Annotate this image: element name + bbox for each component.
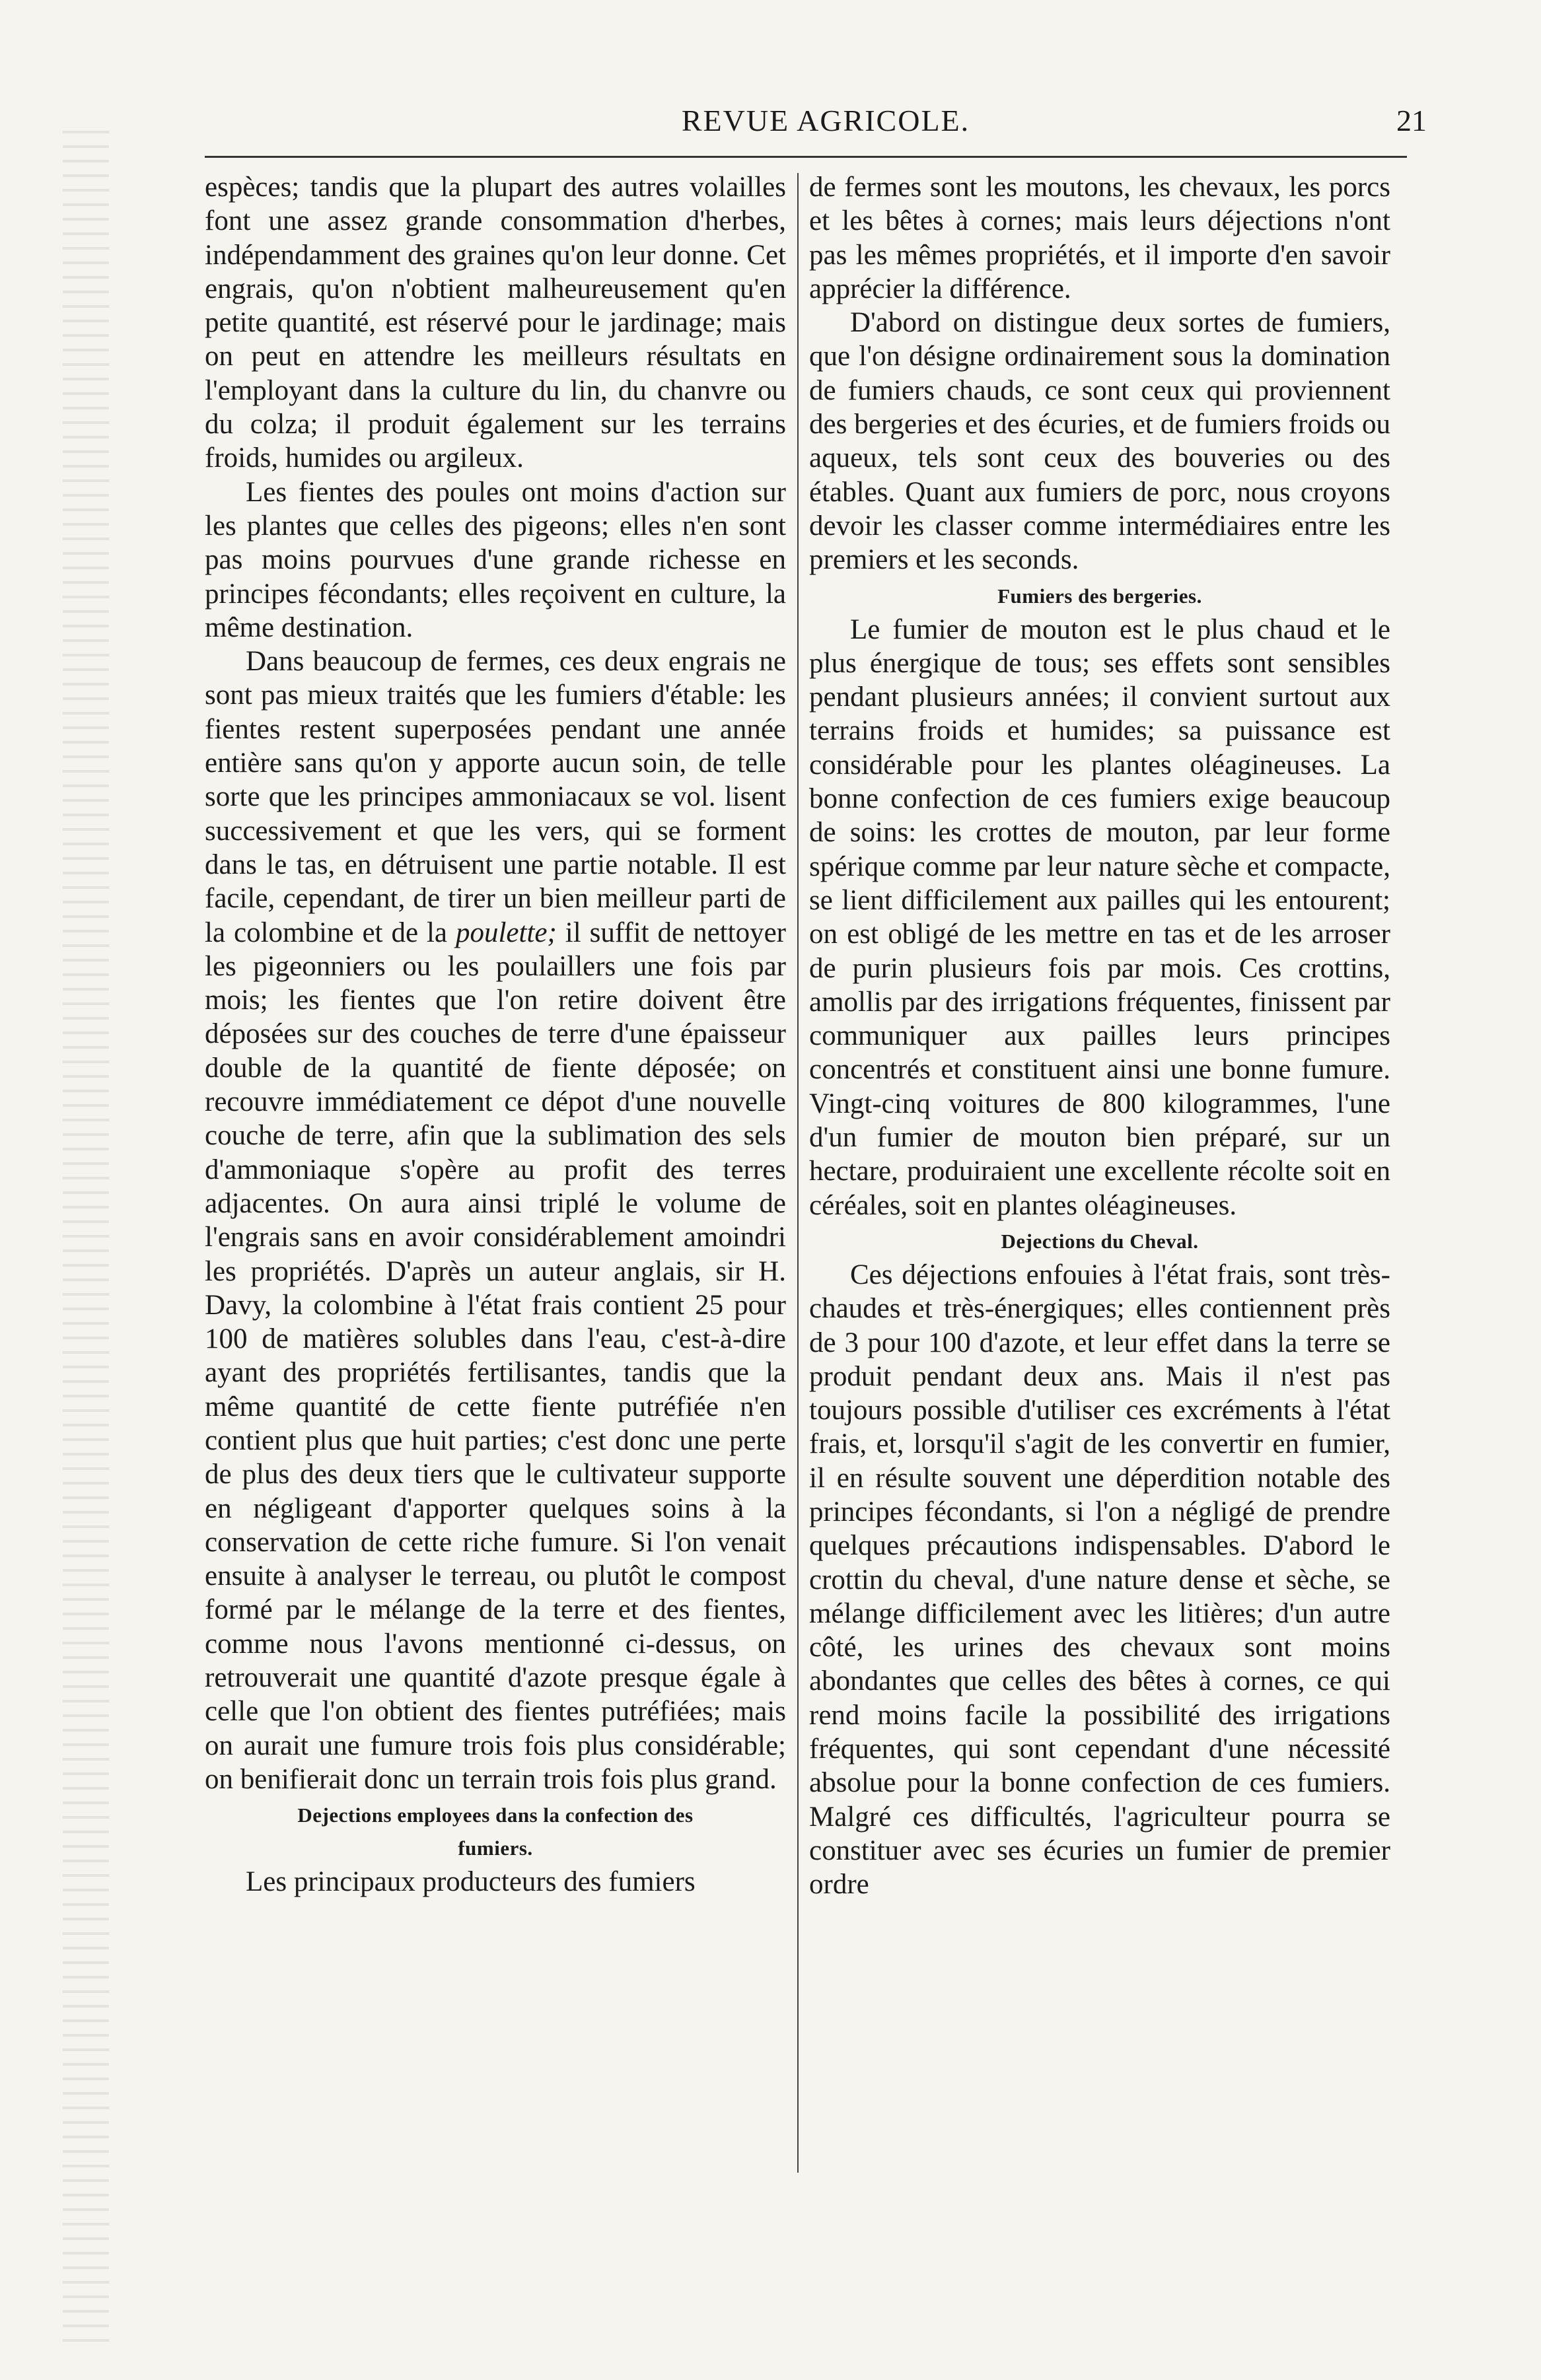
paragraph: Les fientes des poules ont moins d'action sur les plantes que celles des pigeons; elles n'en sont pas moins pourvues d'une grande richesse en principes fécondants; elles reçoivent en culture, la même destination. (205, 476, 786, 643)
left-column (205, 170, 786, 1899)
section-heading-line: fumiers. (458, 1837, 533, 1860)
column-divider (797, 173, 799, 2173)
paragraph-text: Dans beaucoup de fermes, ces deux engrais ne sont pas mieux traités que les fumiers d'étable: les fientes restent superposées pendant une année entière sans qu'on y apporte aucun soin, de telle sorte que les principes ammoniacaux se vol. lisent successivement et que les vers, qui se forment dans le tas, en détruisent une partie notable. Il est facile, cependant, de tirer un bien meilleur parti de la colombine et de la (205, 646, 786, 948)
right-column (809, 170, 1390, 1902)
page-header (205, 99, 1447, 152)
paragraph-text: il suffit de nettoyer les pigeonniers ou les poulaillers une fois par mois; les fientes que l'on retire doivent être déposées sur des couches de terre d'une épaisseur double de la quantité de fiente déposée; on recouvre immédiatement ce dépot d'une nouvelle couche de terre, afin que la sublimation des sels d'ammoniaque s'opère au profit des terres adjacentes. On aura ainsi triplé le volume de l'engrais sans en avoir considérablement amoindri les propriétés. D'après un auteur anglais, sir H. Davy, la colombine à l'état frais contient 25 pour 100 de matières solubles dans l'eau, c'est-à-dire ayant des propriétés fertilisantes, tandis que la même quantité de cette fiente putréfiée n'en contient plus que huit parties; c'est donc une perte de plus des deux tiers que le cultivateur supporte en négligeant d'apporter quelques soins à la conservation de cette riche fumure. Si l'on venait ensuite à analyser le terreau, ou plutôt le compost formé par le mélange de la terre et des fientes, comme nous l'avons mentionné ci-dessus, on retrouverait une quantité d'azote presque égale à celle que l'on obtient des fientes putréfiées; mais on aurait une fumure trois fois plus considérable; on benifierait donc un terrain trois fois plus grand. (205, 917, 786, 1795)
section-heading-line: Dejections employees dans la confection des (297, 1803, 694, 1827)
page-number: 21 (1396, 104, 1427, 137)
paragraph: Les principaux producteurs des fumiers (246, 1866, 696, 1898)
section-heading: Dejections du Cheval. (1001, 1229, 1199, 1253)
paragraph: Ces déjections enfouies à l'état frais, sont très-chaudes et très-énergiques; elles contiennent près de 3 pour 100 d'azote, et leur effet dans la terre se produit pendant deux ans. Mais il n'est pas toujours possible d'utiliser ces excréments à l'état frais, et, lorsqu'il s'agit de les convertir en fumier, il en résulte souvent une déperdition notable des principes fécondants, si l'on a négligé de prendre quelques précautions indispensables. D'abord le crottin du cheval, d'une nature dense et sèche, se mélange difficilement avec les litières; d'un autre côté, les urines des chevaux sont moins abondantes que celles des bêtes à cornes, ce qui rend moins facile la possibilité des irrigations fréquentes, qui sont cependant d'une nécessité absolue pour la bonne confection de ces fumiers. Malgré ces difficultés, l'agriculteur pourra se constituer avec ses écuries un fumier de premier ordre (809, 1259, 1390, 1901)
paragraph: D'abord on distingue deux sortes de fumiers, que l'on désigne ordinairement sous la domination de fumiers chauds, ce sont ceux qui proviennent des bergeries et des écuries, et de fumiers froids ou aqueux, tels sont ceux des bouveries ou des étables. Quant aux fumiers de porc, nous croyons devoir les classer comme intermédiaires entre les premiers et les seconds. (809, 307, 1390, 576)
header-rule (205, 156, 1407, 158)
italic-term: poulette; (455, 917, 557, 948)
running-title: REVUE AGRICOLE. (681, 104, 970, 137)
section-heading (205, 1799, 786, 1865)
paragraph (205, 645, 786, 1796)
section-heading: Fumiers des bergeries. (997, 584, 1202, 608)
scanned-page-edge (63, 119, 109, 2351)
paragraph: Le fumier de mouton est le plus chaud et le plus énergique de tous; ses effets sont sensibles pendant plusieurs années; il convient surtout aux terrains froids et humides; sa puissance est considérable pour les plantes oléagineuses. La bonne confection de ces fumiers exige beaucoup de soins: les crottes de mouton, par leur forme spérique comme par leur nature sèche et compacte, se lient difficilement aux pailles qui les entourent; on est obligé de les mettre en tas et de les arroser de purin plusieurs fois par mois. Ces crottins, amollis par des irrigations fréquentes, finissent par communiquer aux pailles leurs principes concentrés et constituent ainsi une bonne fumure. Vingt-cinq voitures de 800 kilogrammes, l'une d'un fumier de mouton bien préparé, sur un hectare, produiraient une excellente récolte soit en céréales, soit en plantes oléagineuses. (809, 613, 1390, 1221)
paragraph: espèces; tandis que la plupart des autres volailles font une assez grande consommation d'herbes, indépendamment des graines qu'on leur donne. Cet engrais, qu'on n'obtient malheureusement qu'en petite quantité, est réservé pour le jardinage; mais on peut en attendre les meilleurs résultats en l'employant dans la culture du lin, du chanvre ou du colza; il produit également sur les terrains froids, humides ou argileux. (205, 172, 786, 474)
paragraph: de fermes sont les moutons, les chevaux, les porcs et les bêtes à cornes; mais leurs déjections n'ont pas les mêmes propriétés, et il importe d'en savoir apprécier la différence. (809, 172, 1390, 304)
